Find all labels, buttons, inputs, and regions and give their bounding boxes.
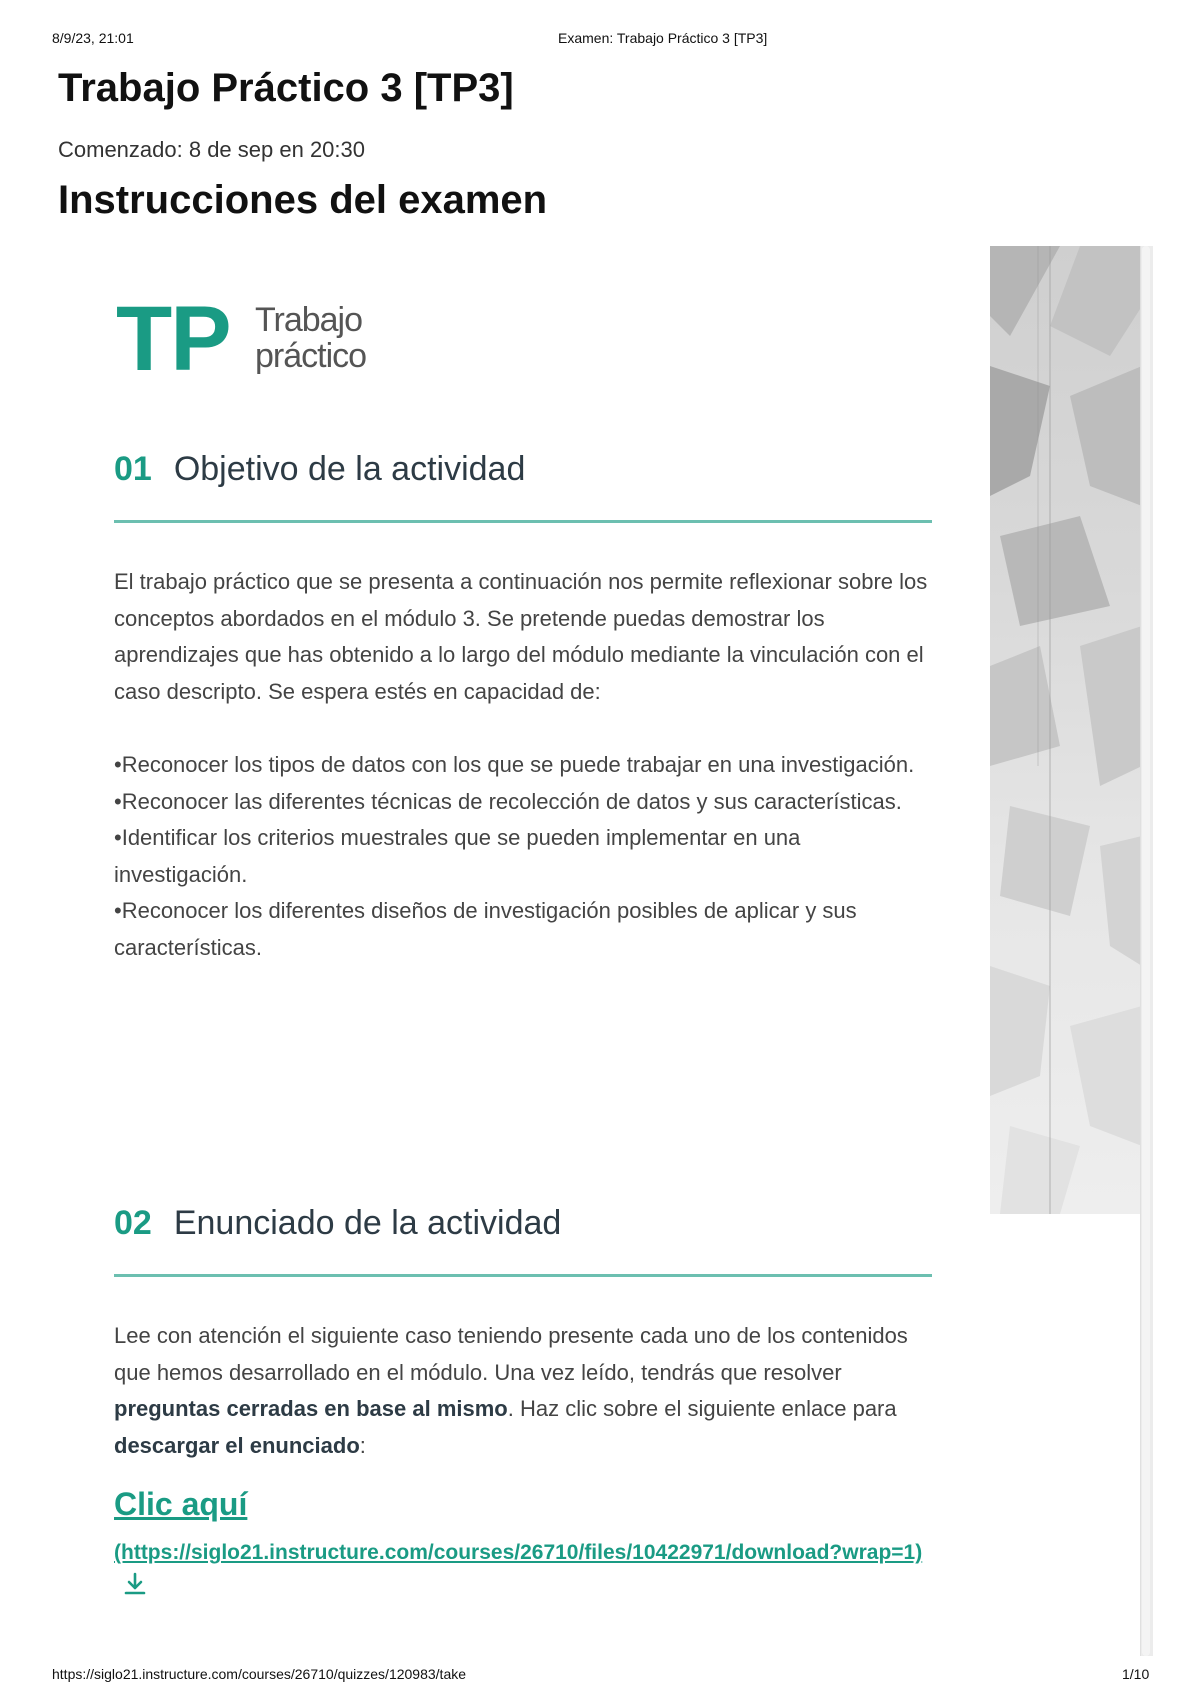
started-timestamp: Comenzado: 8 de sep en 20:30	[58, 137, 366, 162]
scrollbar-thumb[interactable]	[1142, 246, 1150, 1656]
instructions-heading: Instrucciones del examen	[58, 178, 548, 222]
objective-bullet-3: •Identificar los criterios muestrales que se pueden implementar en una investigación.	[114, 825, 801, 887]
tp-logo-mark: TP	[116, 288, 230, 390]
architecture-pattern-graphic	[990, 246, 1142, 1214]
print-datetime: 8/9/23, 21:01	[52, 30, 134, 46]
section-02-number: 02	[114, 1204, 152, 1242]
download-link[interactable]: Clic aquí	[114, 1486, 248, 1522]
download-link-url[interactable]: (https://siglo21.instructure.com/courses/26710/files/10422971/download?wrap=1)	[114, 1534, 934, 1609]
section-01-heading	[114, 450, 525, 489]
section-02-heading	[114, 1204, 561, 1243]
objective-bullet-4: •Reconocer los diferentes diseños de investigación posibles de aplicar y sus características.	[114, 898, 857, 960]
tp-logo-word-practico: práctico	[255, 337, 367, 375]
section-02-title: Enunciado de la actividad	[173, 1204, 562, 1242]
statement-paragraph: Lee con atención el siguiente caso teniendo presente cada uno de los contenidos que hemos desarrollado en el módulo. Una vez leído, tendrás que resolver preguntas cerradas en base al mismo. Haz clic sobre el siguiente enlace para descargar el enunciado:	[114, 1323, 908, 1458]
section-02-body	[114, 1318, 934, 1464]
objective-bullet-1: •Reconocer los tipos de datos con los que se puede trabajar en una investigación.	[114, 751, 915, 777]
section-01-title: Objetivo de la actividad	[173, 450, 526, 488]
section-02-divider	[114, 1274, 932, 1277]
download-statement-emphasis: descargar el enunciado	[114, 1432, 360, 1458]
download-icon[interactable]	[122, 1571, 148, 1609]
section-01-divider	[114, 520, 932, 523]
print-footer-url: https://siglo21.instructure.com/courses/26710/quizzes/120983/take	[52, 1666, 467, 1682]
section-01-number: 01	[114, 450, 152, 488]
page-title: Trabajo Práctico 3 [TP3]	[58, 66, 514, 110]
objective-bullet-2: •Reconocer las diferentes técnicas de recolección de datos y sus características.	[114, 788, 902, 814]
decorative-architecture-image	[990, 246, 1142, 1214]
objective-intro: El trabajo práctico que se presenta a continuación nos permite reflexionar sobre los conceptos abordados en el módulo 3. Se pretende puedas demostrar los aprendizajes que has obtenido a lo largo del módulo mediante la vinculación con el caso descripto. Se espera estés en capacidad de:	[114, 569, 928, 704]
section-01-body	[114, 564, 934, 967]
print-document-title: Examen: Trabajo Práctico 3 [TP3]	[558, 30, 768, 46]
print-page-number: 1/10	[1122, 1666, 1150, 1682]
closed-questions-emphasis: preguntas cerradas en base al mismo	[114, 1396, 508, 1422]
tp-logo-word-trabajo: Trabajo	[255, 301, 363, 339]
